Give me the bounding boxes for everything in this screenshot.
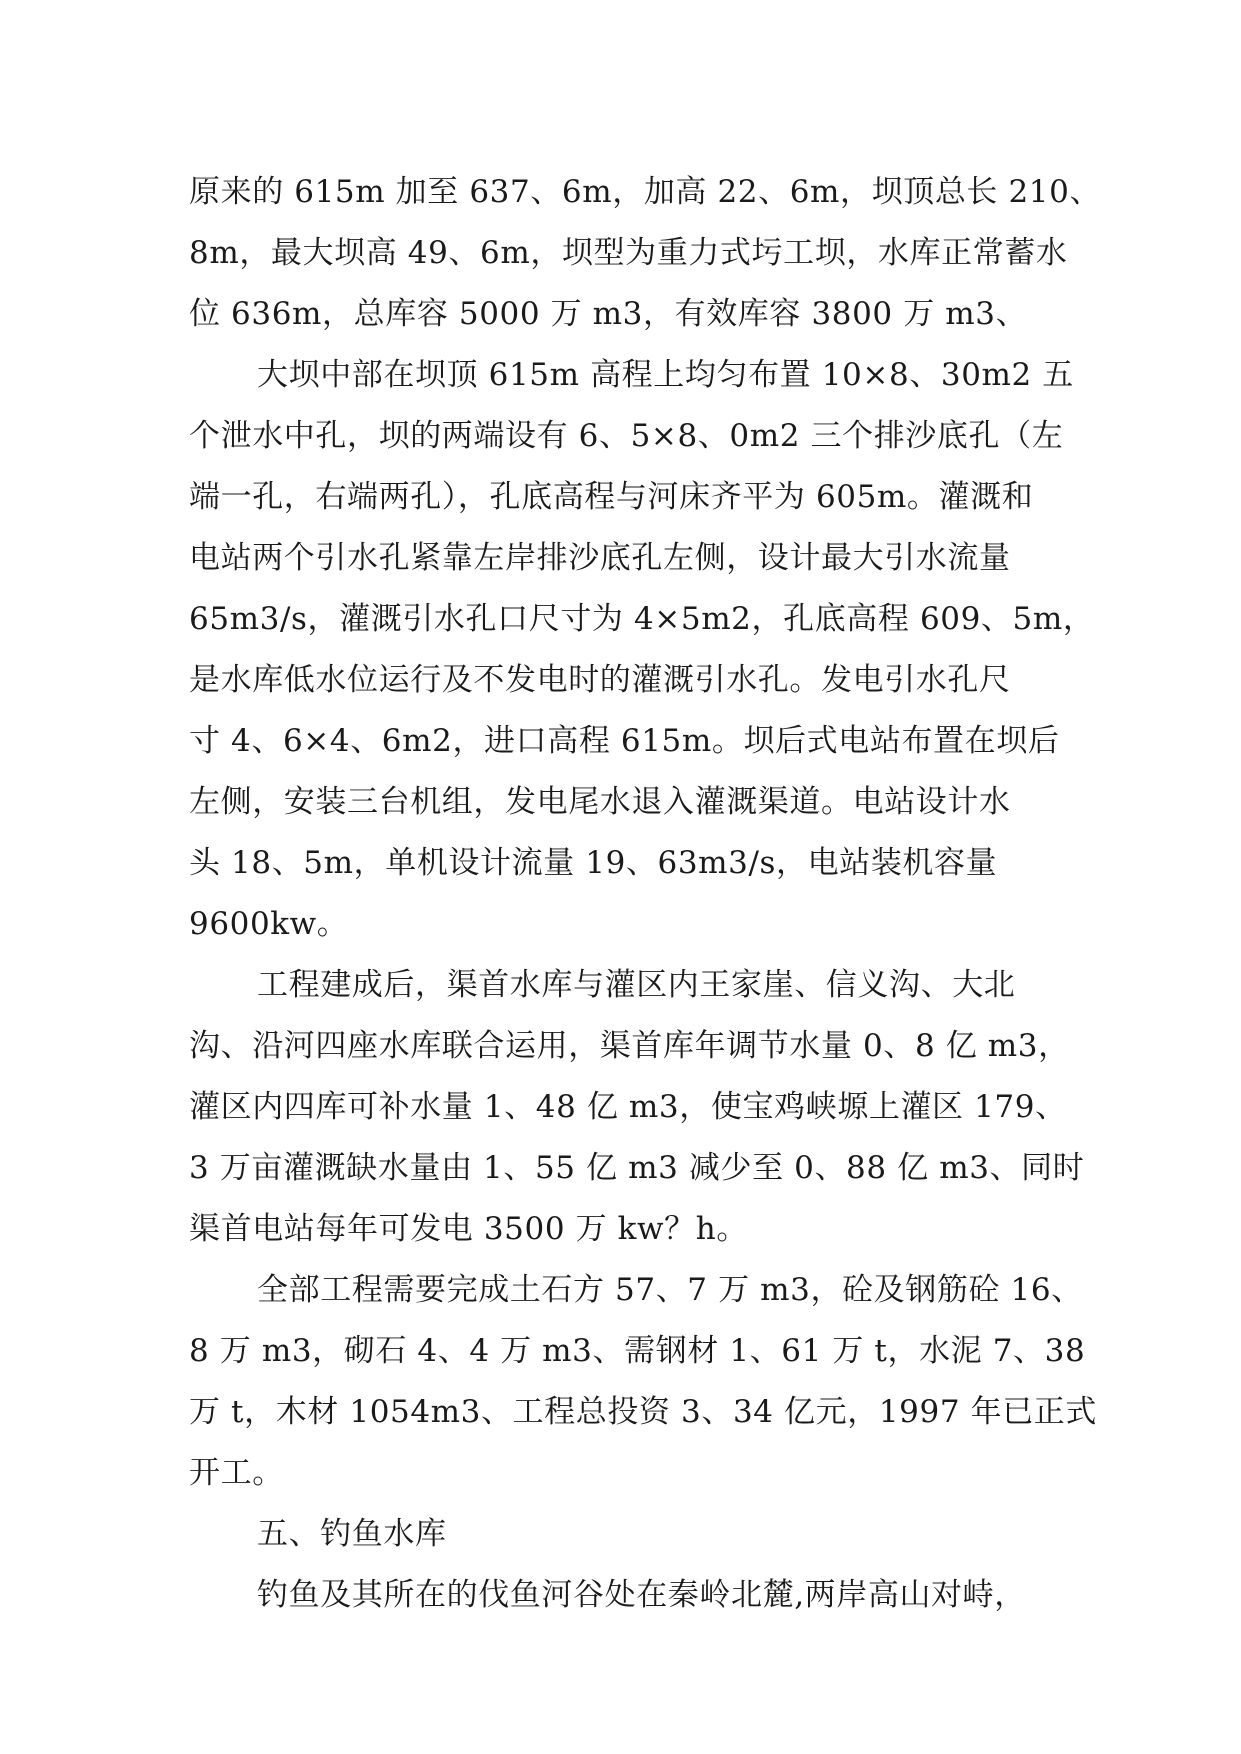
text-line: 9600kw。 [189,906,349,942]
paragraph-start-line: 大坝中部在坝顶 615m 高程上均匀布置 10×8、30m2 五 [257,357,1074,393]
paragraph-start-line: 工程建成后，渠首水库与灌区内王家崖、信义沟、大北 [257,967,1016,1003]
text-line: 开工。 [189,1455,284,1491]
document-page [189,162,1102,1626]
section-heading: 五、钓鱼水库 [257,1516,447,1552]
text-line: 3 万亩灌溉缺水量由 1、55 亿 m3 减少至 0、88 亿 m3、同时 [189,1150,1085,1186]
text-line: 渠首电站每年可发电 3500 万 kw？h。 [189,1211,748,1247]
text-line: 电站两个引水孔紧靠左岸排沙底孔左侧，设计最大引水流量 [189,540,1011,576]
text-line: 沟、沿河四座水库联合运用，渠首库年调节水量 0、8 亿 m3， [189,1028,1070,1064]
text-line: 8m，最大坝高 49、6m，坝型为重力式圬工坝，水库正常蓄水 [189,235,1068,271]
text-line: 是水库低水位运行及不发电时的灌溉引水孔。发电引水孔尺 [189,662,1011,698]
text-line: 位 636m，总库容 5000 万 m3，有效库容 3800 万 m3、 [189,296,1028,332]
text-line: 头 18、5m，单机设计流量 19、63m3/s，电站装机容量 [189,845,998,881]
text-line: 65m3/s，灌溉引水孔口尺寸为 4×5m2，孔底高程 609、5m， [189,601,1095,637]
text-line: 灌区内四库可补水量 1、48 亿 m3，使宝鸡峡塬上灌区 179、 [189,1089,1067,1125]
text-line: 8 万 m3，砌石 4、4 万 m3、需钢材 1、61 万 t，水泥 7、38 [189,1333,1086,1369]
text-line: 端一孔，右端两孔），孔底高程与河床齐平为 605m。灌溉和 [189,479,1034,515]
paragraph-start-line: 钓鱼及其所在的伐鱼河谷处在秦岭北麓,两岸高山对峙， [257,1577,1026,1613]
text-line: 左侧，安装三台机组，发电尾水退入灌溉渠道。电站设计水 [189,784,1011,820]
text-line: 个泄水中孔，坝的两端设有 6、5×8、0m2 三个排沙底孔（左 [189,418,1064,454]
text-line: 寸 4、6×4、6m2，进口高程 615m。坝后式电站布置在坝后 [189,723,1060,759]
text-line: 原来的 615m 加至 637、6m，加高 22、6m，坝顶总长 210、 [189,174,1102,210]
text-line: 万 t，木材 1054m3、工程总投资 3、34 亿元，1997 年已正式 [189,1394,1097,1430]
paragraph-start-line: 全部工程需要完成土石方 57、7 万 m3，砼及钢筋砼 16、 [257,1272,1083,1308]
